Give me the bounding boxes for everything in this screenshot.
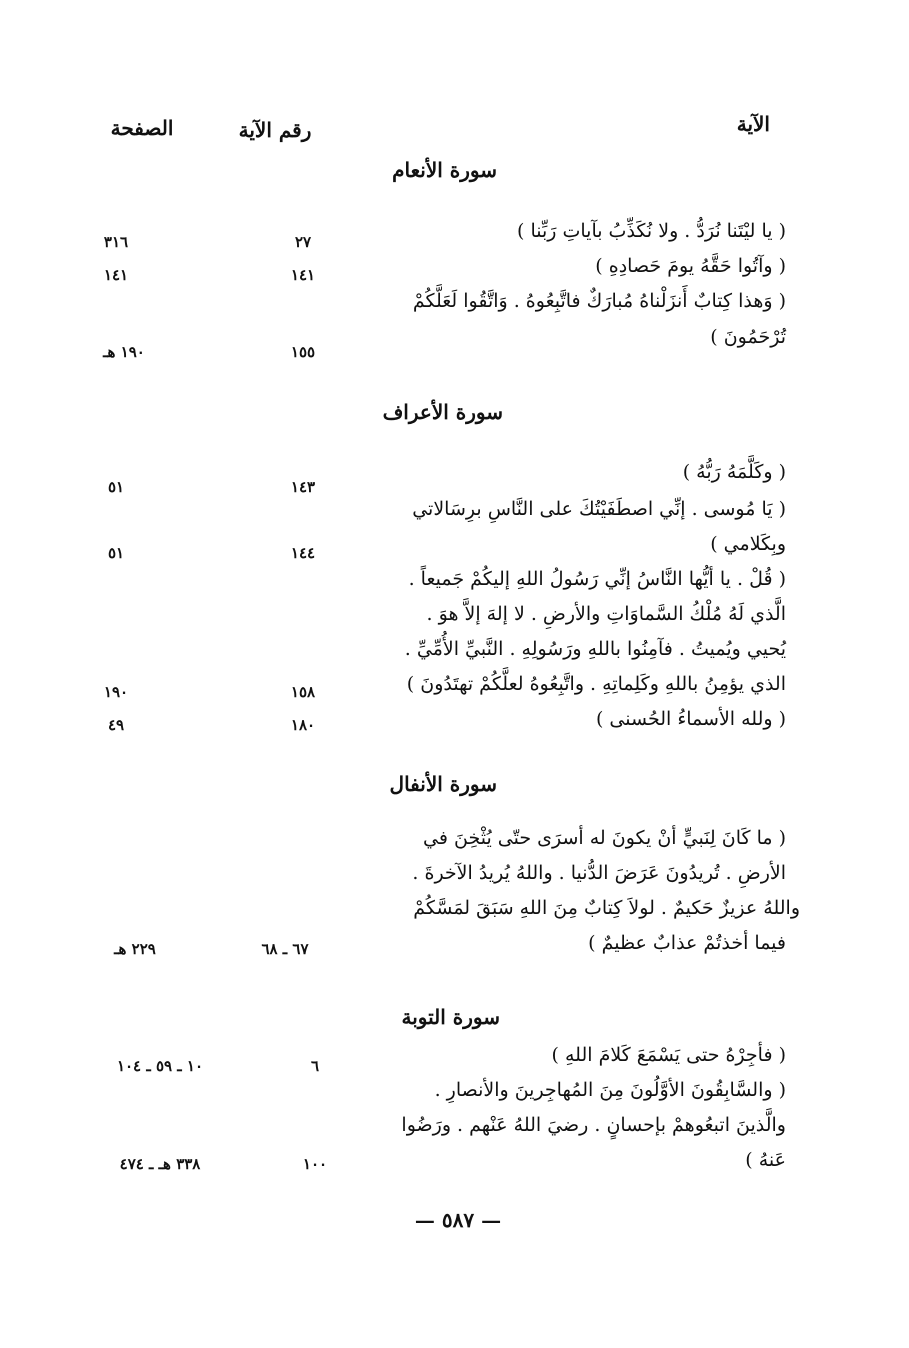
verse-line: ( ولله الأسماءُ الحُسنى ) [595, 708, 786, 730]
verse-line: ( وكَلَّمَهُ رَبُّهُ ) [682, 461, 786, 483]
ayah-number: ١٥٨ [290, 683, 316, 701]
verse-line: ( والسَّابِقُونَ الأوَّلُونَ مِنَ المُهاجِرينَ والأنصارِ . [434, 1079, 786, 1101]
verse-line: يُحيي ويُميتُ . فآمِنُوا باللهِ ورَسُولِهِ . النَّبيِّ الأُمِّيِّ . [404, 638, 786, 660]
surah-title-araf: سورة الأعراف [382, 400, 503, 424]
ayah-number: ١٨٠ [290, 716, 316, 734]
page-ref: ٥١ [107, 544, 125, 562]
verse-line: تُرْحَمُونَ ) [710, 326, 786, 348]
page-ref: ١٠ ـ ٥٩ ـ ١٠٤ [116, 1057, 204, 1075]
verse-line: ( يَا مُوسى . إنِّي اصطَفَيْتُكَ على النَّاسِ برِسَالاتي [412, 498, 786, 520]
verse-line: عَنهُ ) [745, 1149, 786, 1171]
page-ref: ٥١ [107, 478, 125, 496]
ayah-number: ١٠٠ [302, 1155, 328, 1173]
verse-line: ( قُلْ . يا أيُّها النَّاسُ إنِّي رَسُولُ اللهِ إليكُمْ جَميعاً . [408, 568, 786, 590]
ayah-number: ٦٧ ـ ٦٨ [261, 940, 309, 958]
surah-title-tawba: سورة التوبة [401, 1005, 500, 1029]
header-ayah-number: رقم الآية [238, 118, 312, 142]
page-ref: ١٩٠ هـ [103, 343, 145, 361]
header-page: الصفحة [110, 116, 174, 140]
ayah-number: ١٤٣ [290, 478, 316, 496]
ayah-number: ٢٧ [294, 233, 312, 251]
verse-line: ( ما كَانَ لِنَبيٍّ أنْ يكونَ له أسرَى حتّى يُثْخِنَ في [423, 827, 786, 849]
header-ayah: الآية [736, 112, 770, 136]
verse-line: وبِكَلامي ) [710, 533, 786, 555]
page-ref: ٣٣٨ هـ ـ ٤٧٤ [119, 1155, 201, 1173]
verse-line: ( وَهذا كِتابٌ أَنزَلْناهُ مُبارَكٌ فاتَّبِعُوهُ . وَاتَّقُوا لَعَلَّكُمْ [412, 290, 786, 312]
verse-line: الذي يؤمِنُ باللهِ وكَلِماتِهِ . واتَّبِعُوهُ لعلَّكُمْ تهتَدُونَ ) [406, 673, 786, 695]
surah-title-anfal: سورة الأنفال [389, 772, 497, 796]
verse-line: والَّذينَ اتبعُوهمْ بإحسانٍ . رضيَ اللهُ عَنْهم . ورَضُوا [401, 1114, 786, 1136]
page-ref: ٢٢٩ هـ [114, 940, 156, 958]
ayah-number: ٦ [310, 1057, 320, 1075]
surah-title-anam: سورة الأنعام [392, 158, 497, 182]
verse-line: فيما أخذتُمْ عذابٌ عظيمٌ ) [588, 932, 786, 954]
footer-page-number: — ٥٨٧ — [414, 1208, 502, 1232]
verse-line: ( يا ليْتَنا نُرَدُّ . ولا نُكَذِّبُ بآياتِ رَبِّنا ) [517, 220, 786, 242]
page-ref: ٤٩ [107, 716, 125, 734]
page-ref: ١٤١ [103, 266, 129, 284]
verse-line: الَّذي لَهُ مُلْكُ السَّماوَاتِ والأرضِ . لا إلهَ إلاَّ هوَ . [426, 603, 786, 625]
page-ref: ١٩٠ [103, 683, 129, 701]
verse-line: ( فأجِرْهُ حتى يَسْمَعَ كَلامَ اللهِ ) [551, 1044, 786, 1066]
page-ref: ٣١٦ [103, 233, 129, 251]
verse-line: ( وآتُوا حَقَّهُ يومَ حَصادِهِ ) [595, 255, 786, 277]
ayah-number: ١٥٥ [290, 343, 316, 361]
verse-line: الأرضِ . تُريدُونَ عَرَضَ الدُّنيا . واللهُ يُريدُ الآخرةَ . [412, 862, 786, 884]
ayah-number: ١٤٤ [290, 544, 316, 562]
ayah-number: ١٤١ [290, 266, 316, 284]
verse-line: واللهُ عزيزٌ حَكيمٌ . لولاَ كِتابٌ مِنَ اللهِ سَبَقَ لمَسَّكُمْ [413, 897, 800, 919]
